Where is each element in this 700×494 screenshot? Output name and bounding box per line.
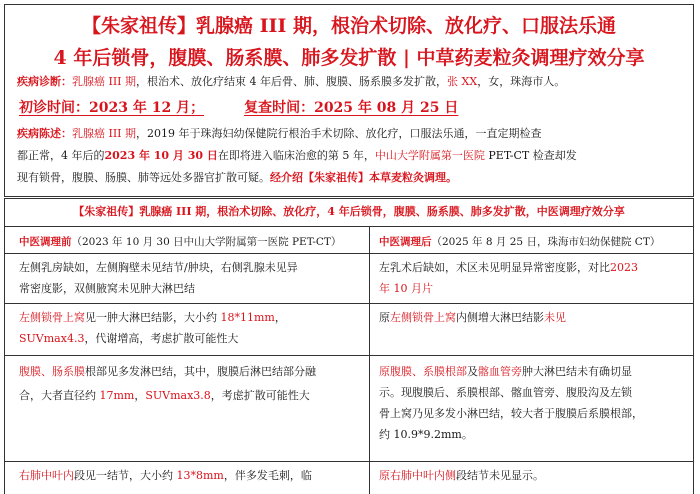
title-line-2: 4 年后锁骨，腹膜、肠系膜、肺多发扩散 | 中草药麦粒灸调理疗效分享 (53, 47, 645, 69)
row2-before: 左侧锁骨上窝见一肿大淋巴结影，大小约 18*11mm， SUVmax4.3，代谢增高，考虑扩散可能性大 (19, 311, 286, 345)
row2-before-l1: 见一肿大淋巴结影，大小约 (85, 311, 217, 324)
after-label: 中医调理后 (379, 236, 432, 248)
row4-before-size: 13*8mm (176, 469, 224, 482)
history-stage: 乳腺癌 III 期 (72, 127, 137, 140)
diagnosis-desc: ，根治术、放化疗结束 4 年后骨、肺、腹膜、肠系膜多发扩散， (136, 75, 448, 88)
history-p2a: 都正常，4 年后的 (17, 149, 105, 162)
row2-before-suv: SUVmax4.3 (19, 332, 85, 345)
row2-after (373, 307, 691, 328)
first-visit-value: 2023 年 12 月； (89, 100, 205, 116)
row-divider (5, 303, 693, 304)
row3-after-l2: 示。现腹膜后、系膜根部、髂血管旁、腹股沟及左锁 (379, 386, 632, 399)
title-line-1: 【朱家祖传】乳腺癌 III 期，根治术切除、放化疗、口服法乐通 (82, 15, 616, 37)
comparison-table (4, 198, 694, 494)
row1-before-l1: 左侧乳房缺如，左侧胸壁未见结节/肿块，右侧乳腺未见异 (19, 261, 298, 274)
row3-after (373, 361, 691, 445)
history-hospital: 中山大学附属第一医院 (374, 149, 485, 162)
before-header (13, 231, 369, 253)
row4-before-site: 右肺中叶内 (19, 469, 74, 482)
case-summary-box (4, 4, 694, 197)
row3-before-site: 腹膜、肠系膜 (19, 365, 85, 378)
row3-before-size: 17mm (99, 389, 135, 402)
row3-after-mid: 及 (467, 365, 478, 378)
review-label: 复查时间： (244, 100, 315, 116)
history-p2b: 在即将进入临床治愈的第 5 年， (217, 149, 375, 162)
row-divider (5, 461, 693, 462)
before-source: （2023 年 10 月 30 日中山大学附属第一医院 PET-CT） (71, 236, 342, 248)
row3-after-site: 原腹膜、系膜根部 (379, 365, 467, 378)
row2-after-site: 左侧锁骨上窝 (390, 311, 456, 324)
diagnosis-tail: ，女，珠海市人。 (477, 75, 566, 88)
row1-after-l1: 左乳术后缺如，术区未见明显异常密度影，对比 (379, 261, 610, 274)
row1-after-year: 2023 (610, 261, 638, 274)
row-divider (5, 253, 693, 254)
row4-before-l1b: ，伴多发毛刺，临 (223, 469, 312, 482)
row2-after-pre: 原 (379, 311, 390, 324)
row3-before-l2a: 合，大者直径约 (19, 389, 96, 402)
row3-before-suv: SUVmax3.8 (145, 389, 211, 402)
after-source: （2025 年 8 月 25 日，珠海市妇幼保健院 CT） (431, 236, 661, 248)
review-value: 2025 年 08 月 25 日 (314, 100, 459, 116)
diagnosis-label: 疾病诊断： (17, 75, 72, 88)
history-p1: ，2019 年于珠海妇幼保健院行根治手术切除、放化疗，口服法乐通，一直定期检查 (136, 127, 542, 140)
row2-before-l2: ，代谢增高，考虑扩散可能性大 (84, 332, 239, 345)
row4-before-l1: 段见一结节，大小约 (74, 469, 173, 482)
row3-after-site2: 髂血管旁 (478, 365, 522, 378)
patient-name: 张 XX (447, 75, 478, 88)
after-header (373, 231, 691, 253)
row3-after-l1: 肿大淋巴结未有确切显 (522, 365, 632, 378)
before-label: 中医调理前 (19, 236, 72, 248)
history-label: 疾病陈述： (17, 127, 72, 140)
history-date: 2023 年 10 月 30 日 (104, 149, 218, 162)
row4-after (373, 465, 691, 486)
row2-before-site: 左侧锁骨上窝 (19, 311, 85, 324)
column-divider (369, 227, 370, 494)
first-visit-label: 初诊时间： (19, 100, 89, 116)
row2-before-size: 18*11mm (220, 311, 275, 324)
row3-before-l2b: ，考虑扩散可能性大 (210, 389, 310, 402)
diagnosis-stage: 乳腺癌 III 期 (72, 75, 137, 88)
row3-after-l4: 约 10.9*9.2mm。 (379, 428, 473, 441)
row1-before-l2: 常密度影，双侧腋窝未见肿大淋巴结 (19, 282, 195, 295)
row1-after-l2: 年 10 月片 (379, 282, 433, 295)
history-p3a: 现有锁骨，腹膜、肠膜、肺等远处多器官扩散可疑。 (17, 171, 270, 184)
row4-after-l1: 段结节未见显示。 (456, 469, 544, 482)
history-p2c: PET-CT 检查却发 (484, 149, 577, 162)
row3-before-l1: 根部见多发淋巴结，其中，腹膜后淋巴结部分融 (85, 365, 316, 378)
row2-after-mid: 内侧增大淋巴结影 (456, 311, 544, 324)
row4-after-site: 原右肺中叶内侧 (379, 469, 456, 482)
row-divider (5, 355, 693, 356)
row4-before (13, 465, 369, 486)
row3-after-l3: 骨上窝乃见多发小淋巴结，较大者于腹膜后系膜根部， (379, 407, 643, 420)
history-paragraph (17, 123, 693, 189)
visit-dates (19, 97, 458, 117)
row2-after-result: 未见 (544, 311, 566, 324)
row1-before (13, 257, 369, 299)
row1-after (373, 257, 691, 299)
table-title: 【朱家祖传】乳腺癌 III 期，根治术切除、放化疗，4 年后锁骨，腹膜、肠系膜、肺多发扩散，中医调理疗效分享 (5, 199, 693, 227)
diagnosis-line (17, 73, 687, 89)
row3-before: 腹膜、肠系膜根部见多发淋巴结，其中，腹膜后淋巴结部分融 合，大者直径约 17mm，SUVmax3.8，考虑扩散可能性大 (19, 365, 316, 402)
history-intro: 经介绍【朱家祖传】本草麦粒灸调理。 (270, 171, 457, 184)
